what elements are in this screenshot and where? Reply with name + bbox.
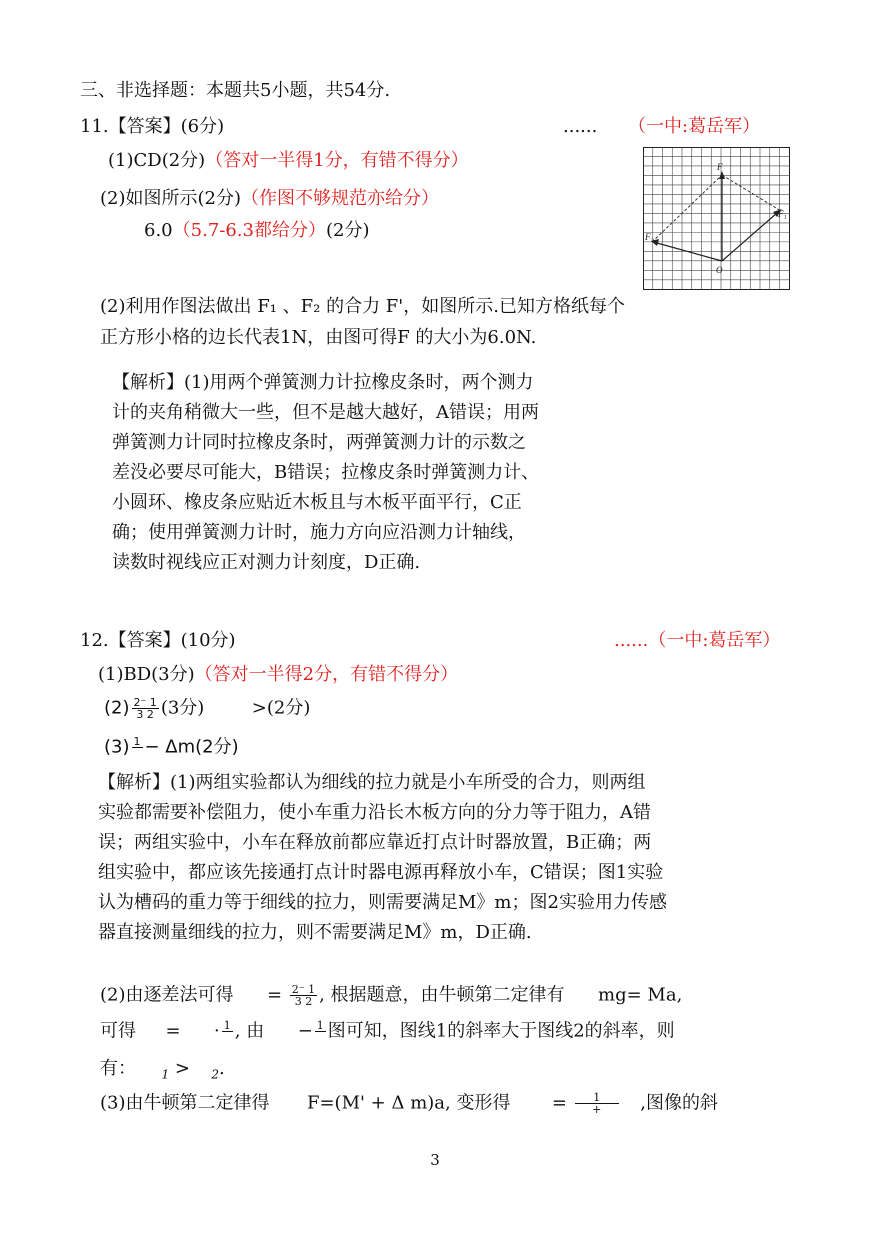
page-number: 3	[430, 1151, 440, 1169]
p2-line3-sub-2: 2	[211, 1067, 220, 1082]
q12-analysis-line: 认为槽码的重力等于细线的拉力，则需要满足M》m；图2实验用力传感	[98, 892, 667, 913]
p2-text-b: , 根据题意，由牛顿第二定律有	[319, 984, 565, 1006]
p2-line2-text-b: , 由	[234, 1020, 265, 1042]
q11-answer-3-value: 6.0	[144, 220, 173, 241]
q11-analysis-line: 小圆环、橡皮条应贴近木板且与木板平面平行，C正	[112, 492, 522, 513]
q11-analysis-line: 计的夹角稍微大一些，但不是越大越好，A错误；用两	[112, 402, 539, 423]
p2-line3-end: .	[219, 1058, 225, 1079]
p2-line2-text-c: 图可知，图线1的斜率大于图线2的斜率，则	[327, 1020, 675, 1042]
q12-analysis	[98, 768, 808, 948]
q11-analysis-line: 弹簧测力计同时拉橡皮条时，两弹簧测力计的示数之	[112, 432, 526, 453]
fraction-denominator: 3 2	[136, 708, 154, 721]
q11-analysis-line: 【解析】(1)用两个弹簧测力计拉橡皮条时，两个测力	[112, 372, 534, 393]
fraction-numerator: 1	[316, 1019, 324, 1032]
label-f: F	[717, 162, 723, 172]
label-o: O	[716, 265, 723, 275]
fraction-numerator: 2⁻ 1	[133, 696, 157, 709]
fraction-denominator: +	[592, 1103, 602, 1116]
p2-line2-fraction-2	[315, 1020, 326, 1043]
fraction-denominator	[315, 1032, 326, 1043]
p3-text-c: ,图像的斜	[640, 1092, 718, 1114]
p2-line3-gt: >	[174, 1058, 190, 1079]
fraction-denominator	[132, 748, 143, 759]
q12-answer-3-prefix: (3)	[104, 736, 130, 758]
p3-text-a: (3)由牛顿第二定律得	[100, 1092, 270, 1114]
fraction-numerator: 2⁻ 1	[291, 983, 316, 996]
q11-answer-2-text: (2)如图所示(2分)	[100, 188, 241, 209]
q12-analysis-line: 组实验中，都应该先接通打点计时器电源再释放小车，C错误；图1实验	[98, 862, 664, 883]
fraction-numerator: 1	[223, 1019, 231, 1032]
q12-header: 12.【答案】(10分)	[80, 630, 236, 651]
q12-p2-line-1	[100, 984, 682, 1007]
q11-analysis	[112, 368, 672, 578]
label-f1: F₁	[778, 209, 787, 219]
q11-explain-line-2: 正方形小格的边长代表1N，由图可得F 的大小为6.0N.	[100, 327, 537, 348]
q11-analysis-line: 读数时视线应正对测力计刻度，D正确.	[112, 552, 421, 573]
p3-text-b: F=(M' + Δ m)a, 变形得	[306, 1092, 511, 1114]
q12-answer-2-compare: >(2分)	[251, 697, 311, 719]
p3-fraction	[575, 1092, 619, 1115]
force-diagram	[643, 147, 790, 290]
q12-analysis-line: 实验都需要补偿阻力，使小车重力沿长木板方向的分力等于阻力，A错	[98, 802, 651, 823]
q12-answer-1-note: （答对一半得2分，有错不得分）	[194, 664, 459, 685]
q11-analysis-line: 差没必要尽可能大，B错误；拉橡皮条时弹簧测力计、	[112, 462, 540, 483]
q12-author: ......（一中:葛岳军）	[614, 630, 781, 651]
q12-analysis-line: 【解析】(1)两组实验都认为细线的拉力就是小车所受的合力，则两组	[98, 772, 646, 793]
p2-fraction	[290, 984, 317, 1007]
q12-answer-2-score: (3分)	[160, 697, 205, 719]
p2-line3-sub-1: 1	[161, 1067, 170, 1082]
q11-answer-3-score: (2分)	[325, 220, 370, 241]
q12-analysis-line: 器直接测量细线的拉力，则不需要满足M》m，D正确.	[98, 922, 532, 943]
q12-answer-2-prefix: (2)	[104, 697, 130, 719]
p2-text-c: mg= Ma,	[598, 984, 683, 1006]
p2-equals: =	[266, 984, 283, 1006]
p2-line3-text-a: 有：	[100, 1058, 136, 1079]
q12-answer-2-fraction	[132, 697, 159, 720]
fraction-numerator: 1	[575, 1092, 619, 1104]
label-f2: F₂	[645, 232, 654, 242]
q11-dots: ......	[563, 116, 598, 137]
q11-answer-2-note: （作图不够规范亦给分）	[241, 188, 439, 209]
p3-equals: =	[551, 1092, 568, 1114]
q11-answer-1-text: (1)CD(2分)	[108, 150, 206, 171]
section-title: 三、非选择题：本题共5小题，共54分.	[80, 80, 391, 101]
q12-p2-line-2: 可得 = · 1 , 由 − 1 图可知，图线1的斜率大于图线2的斜率，则	[100, 1019, 675, 1042]
q11-answer-3-note: （5.7-6.3都给分）	[172, 220, 326, 241]
q11-explain-line-1: (2)利用作图法做出 F₁ 、F₂ 的合力 F'，如图所示.已知方格纸每个	[100, 296, 625, 317]
q12-answer-3-fraction	[132, 736, 143, 759]
q12-answer-3-rest: − Δm(2分)	[144, 736, 239, 758]
q12-answer-2	[104, 697, 310, 720]
p2-line2-equals: =	[165, 1020, 181, 1042]
p2-line2-text-a: 可得	[100, 1020, 136, 1042]
q12-answer-3	[104, 736, 239, 759]
q11-answer-1	[108, 150, 469, 172]
q12-answer-1	[98, 664, 458, 686]
q12-answer-1-text: (1)BD(3分)	[98, 664, 195, 685]
fraction-denominator: 3 2	[294, 995, 313, 1008]
q12-p3-line	[100, 1092, 718, 1115]
q11-answer-1-note: （答对一半得1分，有错不得分）	[205, 150, 469, 171]
fraction-denominator	[222, 1032, 233, 1043]
q12-analysis-line: 误；两组实验中，小车在释放前都应靠近打点计时器放置，B正确；两	[98, 832, 652, 853]
q11-answer-2	[100, 188, 439, 210]
p2-line2-fraction-1	[222, 1020, 233, 1043]
q11-answer-3	[144, 220, 369, 242]
fraction-numerator: 1	[133, 735, 141, 748]
q11-analysis-line: 确；使用弹簧测力计时，施力方向应沿测力计轴线，	[112, 522, 526, 543]
q11-header: 11.【答案】(6分)	[80, 116, 225, 137]
force-diagram-svg	[643, 147, 790, 290]
q12-p2-line-3	[100, 1058, 225, 1082]
p2-text-a: (2)由逐差法可得	[100, 984, 234, 1006]
q11-author: （一中:葛岳军）	[628, 116, 761, 137]
